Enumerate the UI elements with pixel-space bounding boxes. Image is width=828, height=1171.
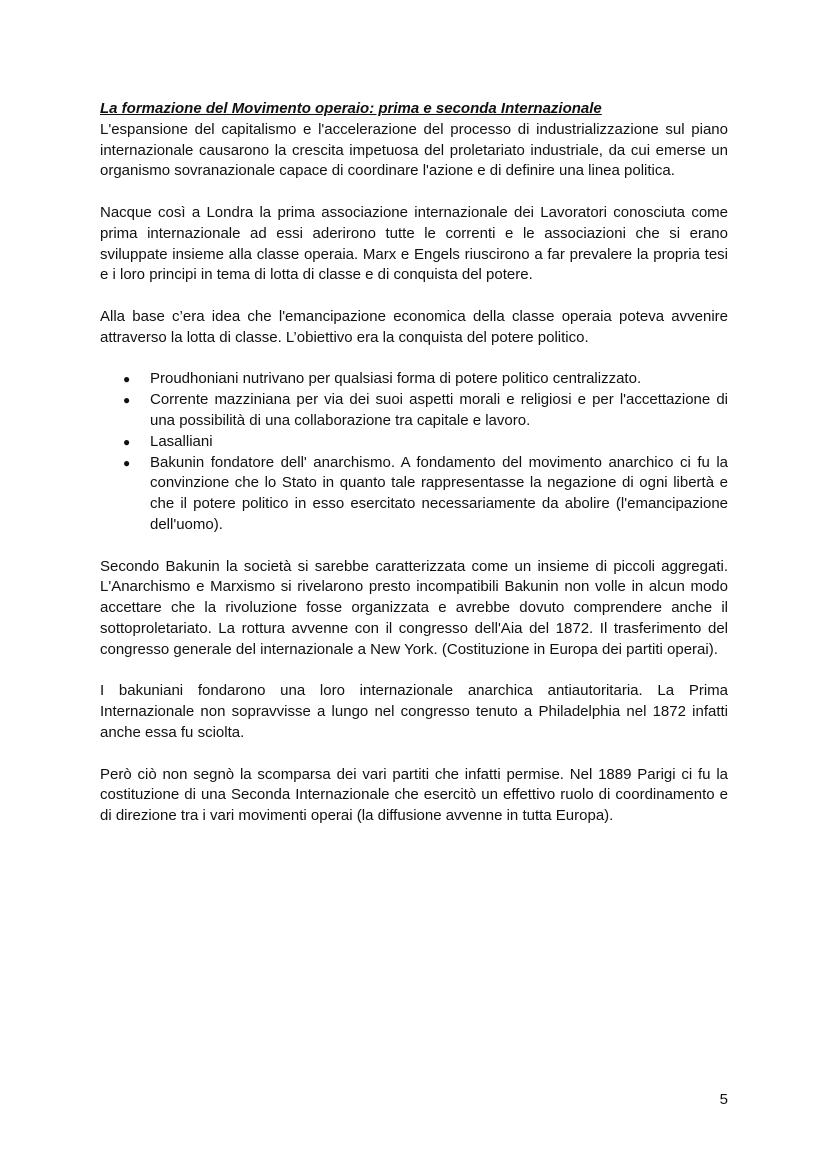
bullet-icon: ● bbox=[123, 393, 131, 408]
list-item-text: Corrente mazziniana per via dei suoi aspetti morali e religiosi e per l'accettazione di una possibilità di una collaborazione tra capitale e lavoro. bbox=[150, 391, 728, 429]
paragraph-second-international: Però ciò non segnò la scomparsa dei vari partiti che infatti permise. Nel 1889 Parigi ci fu la costituzione di una Seconda Internazionale che esercitò un effettivo ruolo di coordinamento e di direzione tra i vari movimenti operai (la diffusione avvenne in tutta Europa). bbox=[100, 765, 728, 825]
page-number: 5 bbox=[719, 1091, 728, 1108]
list-item bbox=[123, 369, 728, 390]
list-item-text: Proudhoniani nutrivano per qualsiasi forma di potere politico centralizzato. bbox=[150, 370, 642, 388]
list-item-text: Bakunin fondatore dell' anarchismo. A fondamento del movimento anarchico ci fu la convinzione che lo Stato in quanto tale rappresentasse la negazione di ogni libertà e che il potere politico in esso esercitato necessariamente da abolire (l'emancipazione dell'uomo). bbox=[150, 453, 728, 533]
list-item bbox=[123, 432, 728, 453]
list-item bbox=[123, 390, 728, 432]
section-heading: La formazione del Movimento operaio: prima e seconda Internazionale bbox=[100, 100, 602, 117]
paragraph-class-struggle: Alla base c’era idea che l'emancipazione economica della classe operaia poteva avvenire attraverso la lotta di classe. L’obiettivo era la conquista del potere politico. bbox=[100, 307, 728, 346]
bullet-icon: ● bbox=[123, 434, 131, 449]
paragraph-bakuninists: I bakuniani fondarono una loro internazionale anarchica antiautoritaria. La Prima Internazionale non sopravvisse a lungo nel congresso tenuto a Philadelphia nel 1872 infatti anche essa fu sciolta. bbox=[100, 682, 728, 741]
bullet-icon: ● bbox=[123, 372, 131, 387]
paragraph-capitalism: L'espansione del capitalismo e l'accelerazione del processo di industrializzazione sul piano internazionale causarono la crescita impetuosa del proletariato industriale, da cui emerse un organismo sovranazionale capace di coordinare l'azione e di definire una linea politica. bbox=[100, 120, 728, 180]
paragraph-first-international: Nacque così a Londra la prima associazione internazionale dei Lavoratori conosciuta come prima internazionale ad essi aderirono tutte le correnti e le associazioni che si erano sviluppate insieme alla classe operaia. Marx e Engels riuscirono a far prevalere la propria tesi e i loro principi in tema di lotta di classe e di conquista del potere. bbox=[100, 203, 728, 284]
paragraph-bakunin: Secondo Bakunin la società si sarebbe caratterizzata come un insieme di piccoli aggregati. L'Anarchismo e Marxismo si rivelarono presto incompatibili Bakunin non volle in alcun modo accettare che la rivoluzione fosse organizzata e avrebbe dovuto comprendere anche il sottoproletariato. La rottura avvenne con il congresso dell'Aia del 1872. Il trasferimento del congresso generale del internazionale a New York. (Costituzione in Europa dei partiti operai). bbox=[100, 557, 728, 658]
list-item-text: Lasalliani bbox=[150, 432, 213, 450]
currents-list bbox=[100, 369, 728, 535]
document-page bbox=[100, 99, 728, 848]
list-item bbox=[123, 453, 728, 536]
bullet-icon: ● bbox=[123, 455, 131, 470]
